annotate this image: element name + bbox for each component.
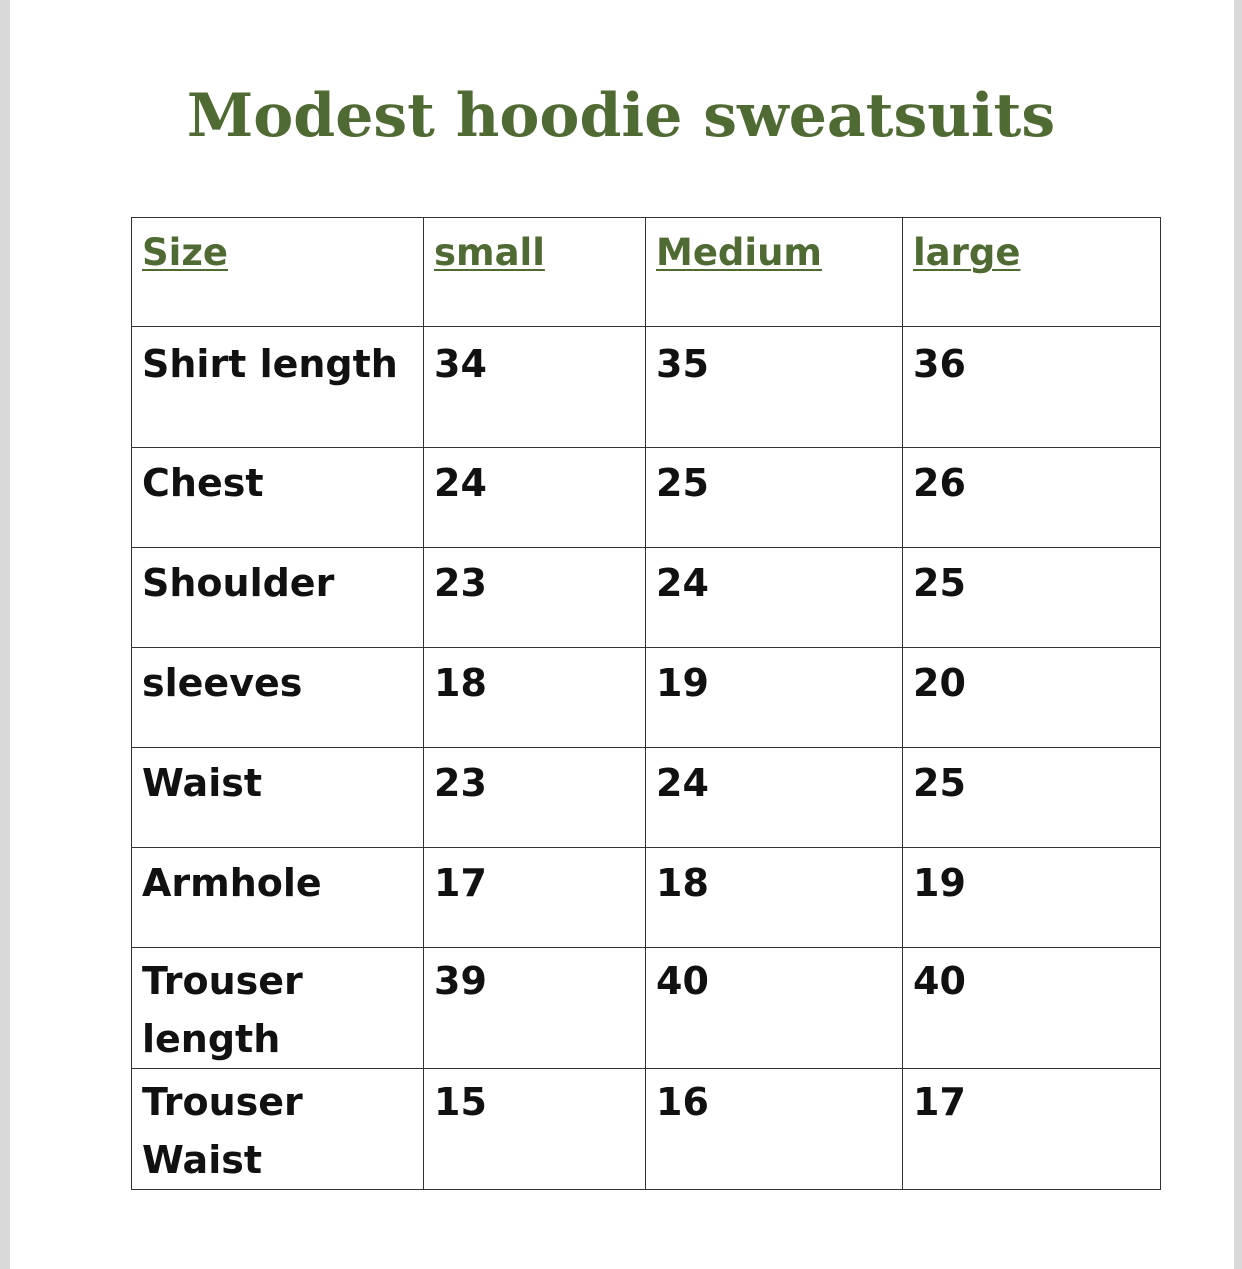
table-cell: 20	[903, 648, 1161, 748]
page-title: Modest hoodie sweatsuits	[186, 81, 1056, 151]
table-cell: 40	[646, 948, 903, 1069]
table-cell: 36	[903, 327, 1161, 448]
table-row	[132, 948, 1161, 1069]
size-chart-table	[131, 217, 1161, 1190]
row-label: Waist	[132, 748, 424, 848]
table-cell: 35	[646, 327, 903, 448]
table-cell: 24	[646, 748, 903, 848]
row-label: sleeves	[132, 648, 424, 748]
row-label: Armhole	[132, 848, 424, 948]
table-row	[132, 748, 1161, 848]
table-cell: 23	[424, 548, 646, 648]
table-cell: 34	[424, 327, 646, 448]
table-row	[132, 648, 1161, 748]
table-cell: 24	[646, 548, 903, 648]
table-cell: 17	[903, 1069, 1161, 1190]
table-cell: 15	[424, 1069, 646, 1190]
header-cell: Size	[132, 218, 424, 327]
row-label: Trouser length	[132, 948, 424, 1069]
table-cell: 16	[646, 1069, 903, 1190]
header-cell: Medium	[646, 218, 903, 327]
table-row	[132, 1069, 1161, 1190]
header-cell: large	[903, 218, 1161, 327]
row-label: Shoulder	[132, 548, 424, 648]
table-row	[132, 548, 1161, 648]
table-cell: 18	[424, 648, 646, 748]
table-row	[132, 448, 1161, 548]
table-cell: 19	[903, 848, 1161, 948]
table-row	[132, 327, 1161, 448]
table-cell: 24	[424, 448, 646, 548]
table-cell: 40	[903, 948, 1161, 1069]
table-cell: 25	[903, 748, 1161, 848]
table-cell: 23	[424, 748, 646, 848]
table-row	[132, 848, 1161, 948]
table-cell: 17	[424, 848, 646, 948]
table-cell: 19	[646, 648, 903, 748]
table-header-row	[132, 218, 1161, 327]
row-label: Trouser Waist	[132, 1069, 424, 1190]
table-cell: 25	[646, 448, 903, 548]
table-cell: 26	[903, 448, 1161, 548]
row-label: Shirt length	[132, 327, 424, 448]
table-cell: 18	[646, 848, 903, 948]
table-cell: 39	[424, 948, 646, 1069]
table-cell: 25	[903, 548, 1161, 648]
header-cell: small	[424, 218, 646, 327]
row-label: Chest	[132, 448, 424, 548]
